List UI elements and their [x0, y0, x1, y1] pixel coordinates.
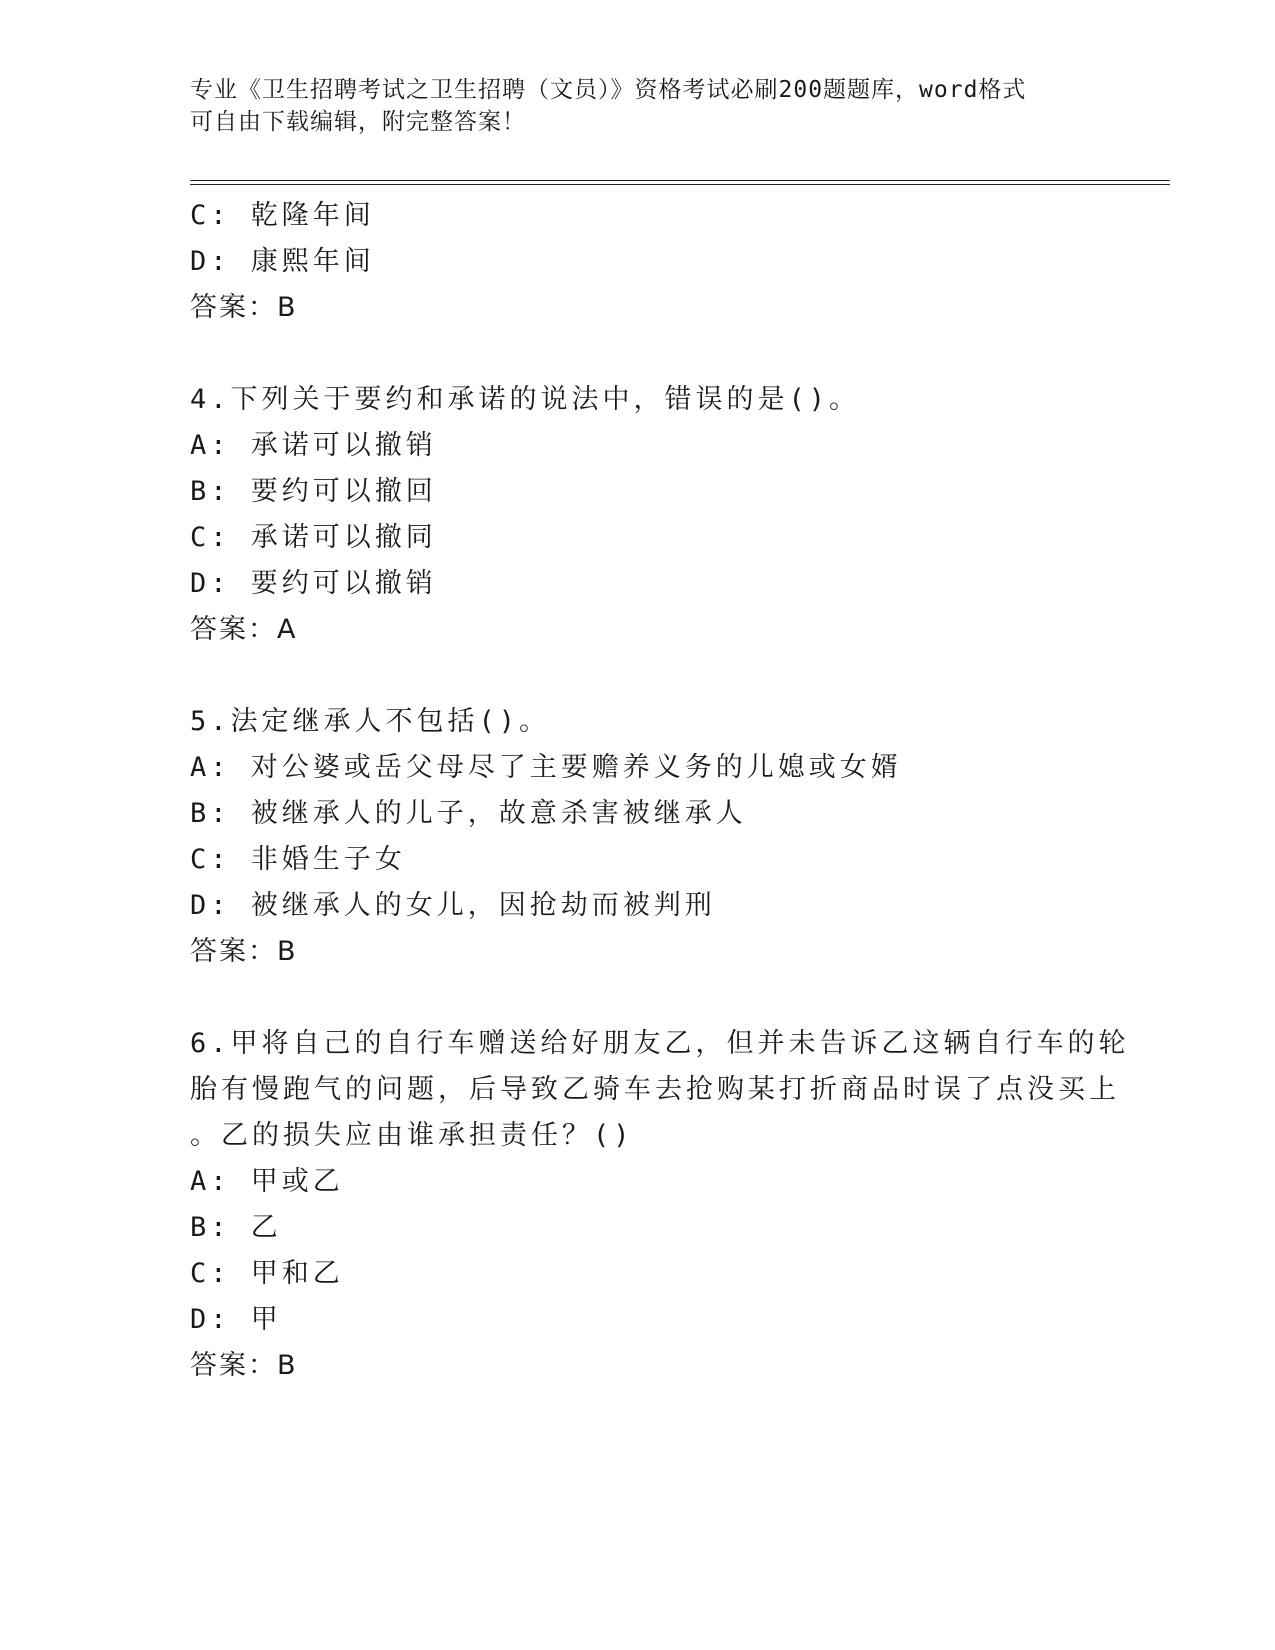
question-stem-line-2: 胎有慢跑气的问题，后导致乙骑车去抢购某打折商品时误了点没买上 — [190, 1074, 1120, 1105]
question-stem: 4.下列关于要约和承诺的说法中，错误的是()。 — [190, 384, 861, 415]
option-b: B: 被继承人的儿子，故意杀害被继承人 — [190, 798, 747, 829]
option-d: D: 被继承人的女儿，因抢劫而被判刑 — [190, 890, 716, 921]
question-5 — [190, 699, 1090, 975]
question-3-tail — [190, 193, 1090, 331]
header-divider-top — [190, 180, 1170, 181]
option-d: D: 康熙年间 — [190, 246, 375, 277]
option-a: A: 甲或乙 — [190, 1166, 344, 1197]
option-a: A: 对公婆或岳父母尽了主要赡养义务的儿媳或女婿 — [190, 752, 902, 783]
option-b: B: 要约可以撤回 — [190, 476, 437, 507]
option-c: C: 承诺可以撤同 — [190, 522, 437, 553]
option-a: A: 承诺可以撤销 — [190, 430, 437, 461]
header-divider-bottom — [190, 184, 1170, 185]
answer: 答案：A — [190, 614, 298, 645]
option-c: C: 乾隆年间 — [190, 200, 375, 231]
question-stem-line-1: 6.甲将自己的自行车赠送给好朋友乙，但并未告诉乙这辆自行车的轮 — [190, 1028, 1130, 1059]
document-header — [190, 74, 1070, 138]
question-stem-line-3: 。乙的损失应由谁承担责任？() — [190, 1120, 634, 1151]
option-c: C: 非婚生子女 — [190, 844, 406, 875]
answer: 答案：B — [190, 292, 298, 323]
option-d: D: 甲 — [190, 1304, 282, 1335]
question-4 — [190, 377, 1090, 653]
option-c: C: 甲和乙 — [190, 1258, 344, 1289]
answer: 答案：B — [190, 936, 298, 967]
question-spacer — [190, 331, 1090, 377]
question-list — [190, 193, 1130, 1389]
question-6 — [190, 1021, 1130, 1389]
header-line-1: 专业《卫生招聘考试之卫生招聘（文员）》资格考试必刷200题题库，word格式 — [190, 77, 1027, 103]
question-spacer — [190, 653, 1090, 699]
answer: 答案：B — [190, 1350, 298, 1381]
option-b: B: 乙 — [190, 1212, 282, 1243]
question-stem: 5.法定继承人不包括()。 — [190, 706, 551, 737]
header-line-2: 可自由下载编辑，附完整答案！ — [190, 109, 526, 135]
option-d: D: 要约可以撤销 — [190, 568, 437, 599]
question-spacer — [190, 975, 1090, 1021]
